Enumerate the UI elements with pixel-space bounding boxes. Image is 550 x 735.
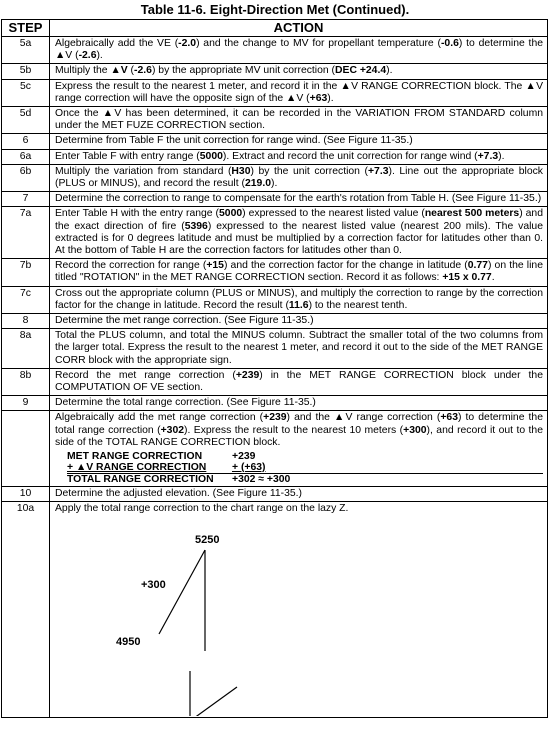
text-run: ) and the: [286, 412, 335, 424]
action-cell: [50, 286, 548, 313]
text-run: V RANGE CORRECTION block. The: [351, 80, 526, 92]
text-run: ) expressed to the nearest listed value (: [242, 208, 425, 220]
text-run: Determine the total range correction. (See Figure 11-35.): [55, 397, 316, 409]
bold-value: 0.77: [467, 260, 488, 272]
action-cell: [50, 314, 548, 329]
text-run: Determine from Table F the unit correction for range wind. (See Figure 11-35.): [55, 135, 413, 147]
table-row: [2, 164, 548, 191]
table-row: [2, 286, 548, 313]
action-cell: [50, 164, 548, 191]
lazy-z-svg: [55, 516, 535, 716]
text-run: Algebraically add the VE (: [55, 38, 179, 49]
text-run: ) on the line titled "ROTATION" in the MET RANGE CORRECTION section. Record it as follows:: [55, 260, 543, 284]
table-row: [2, 149, 548, 164]
table-row: [2, 79, 548, 106]
text-run: ), and record it out to the side of the TOTAL RANGE CORRECTION block.: [55, 424, 543, 448]
action-cell: [50, 79, 548, 106]
text-run: Enter Table H with the entry range (: [55, 208, 220, 220]
action-cell: [50, 192, 548, 207]
text-run: V has been determined, it can be recorded in the VARIATION FROM STANDARD column under the MET FUZE CORRECTION section.: [55, 108, 544, 132]
text-run: ) in the MET RANGE CORRECTION block under the COMPUTATION OF VE section.: [55, 369, 543, 394]
table-row: [2, 134, 548, 149]
step-cell: 7c: [2, 286, 50, 313]
calc-label: + ▲V RANGE CORRECTION: [67, 462, 207, 474]
table-header-row: [2, 20, 548, 37]
bold-value: H30: [231, 165, 251, 177]
action-text: Apply the total range correction to the chart range on the lazy Z.: [55, 503, 349, 515]
text-run: ) to the nearest tenth.: [308, 299, 408, 311]
table-row: [2, 64, 548, 79]
calc-label: MET RANGE CORRECTION: [67, 451, 203, 463]
action-cell: [50, 107, 548, 134]
table-row: [2, 396, 548, 411]
bold-value: +300: [403, 424, 427, 436]
calc-value: + (+63): [232, 462, 266, 474]
text-run: (: [127, 65, 135, 77]
bold-value: -2.6: [78, 50, 97, 62]
bold-value: +7.3: [367, 165, 389, 177]
step-cell: 9: [2, 396, 50, 411]
text-run: Total the PLUS column, and total the MINUS column. Subtract the smaller total of the two columns from the larger total. Express the result to the nearest 1 meter, and record it out to the side of the MET RANGE CORR block with the appropriate sign.: [55, 330, 543, 366]
step-cell: 7b: [2, 259, 50, 286]
calc-value: +239: [232, 451, 256, 463]
text-run: ) to determine the total range correction (: [55, 412, 543, 436]
text-run: ) to determine the ▲V (: [55, 38, 544, 62]
action-cell: [50, 329, 548, 369]
text-run: V (: [296, 92, 310, 104]
bold-value: -2.0: [178, 38, 197, 49]
bold-value: 219.0: [244, 178, 271, 190]
bold-value: DEC +24.4: [335, 65, 387, 77]
text-run: ) by the appropriate MV unit correction (: [151, 65, 336, 77]
bold-value: 5396: [184, 220, 208, 232]
text-run: ). Line out the appropriate block (PLUS or MINUS), and record the result (: [55, 165, 543, 190]
bold-value: ▲V: [110, 65, 128, 77]
action-cell: [50, 396, 548, 411]
text-run: ).: [96, 50, 103, 62]
bold-value: ▲: [340, 80, 352, 92]
text-run: ) and the change to MV for propellant temperature (: [196, 38, 441, 49]
step-cell: [2, 411, 50, 487]
lazy-z-diagonal-line: [159, 550, 205, 634]
lazy-z-correction-value: +300: [141, 578, 166, 591]
action-cell: [50, 37, 548, 64]
step-cell: 10: [2, 487, 50, 502]
table-row: [2, 411, 548, 487]
bold-value: +15: [206, 260, 224, 272]
action-cell: [50, 207, 548, 259]
action-cell: [50, 64, 548, 79]
step-cell: 6a: [2, 149, 50, 164]
lazy-z-lower-diagonal-line: [190, 687, 237, 716]
table-title: Table 11-6. Eight-Direction Met (Continued).: [140, 2, 410, 17]
bold-value: 11.6: [288, 299, 309, 311]
bold-value: +15 x 0.77: [442, 272, 492, 284]
bold-value: +7.3: [477, 150, 499, 162]
table-row: [2, 259, 548, 286]
step-cell: 7a: [2, 207, 50, 259]
text-run: .: [491, 272, 495, 284]
step-cell: 5d: [2, 107, 50, 134]
calc-value: +302 ≈ +300: [232, 473, 543, 485]
table-body: [2, 37, 548, 718]
bold-value: ▲: [286, 92, 297, 104]
text-run: Enter Table F with entry range (: [55, 150, 200, 162]
table-row: [2, 487, 548, 502]
text-run: Express the result to the nearest 1 meter, and record it in the: [55, 80, 341, 92]
step-cell: 5b: [2, 64, 50, 79]
text-run: Determine the correction to range to compensate for the earth's rotation from Table H. (See Figure 11-35.): [55, 193, 542, 205]
action-cell: [50, 368, 548, 395]
step-cell: 8a: [2, 329, 50, 369]
bold-value: 5000: [219, 208, 243, 220]
step-cell: 8b: [2, 368, 50, 395]
text-run: Record the met range correction (: [55, 369, 236, 381]
table-row: [2, 368, 548, 395]
eight-direction-met-table: [1, 19, 548, 718]
lazy-z-diagram: [55, 516, 543, 716]
step-cell: 5c: [2, 79, 50, 106]
action-cell: [50, 149, 548, 164]
text-run: Record the correction for range (: [55, 260, 207, 272]
action-text: [55, 412, 543, 449]
text-run: ). Extract and record the unit correction for range wind (: [222, 150, 478, 162]
action-column-header: ACTION: [50, 20, 548, 37]
text-run: V range correction (: [345, 412, 441, 424]
text-run: ).: [327, 92, 334, 104]
bold-value: nearest 500 meters: [424, 208, 520, 220]
text-run: ).: [386, 65, 393, 77]
table-row: [2, 37, 548, 64]
table-row: [2, 107, 548, 134]
table-row: [2, 502, 548, 717]
text-run: ) expressed to the nearest listed value (nearest 200 mils). The value extracted is for 0 degrees latitude and must be multiplied by a correction factor for latitudes other than 0. At the bottom of Table H are the correction factors for latitudes other than 0.: [55, 220, 543, 257]
bold-value: +239: [235, 369, 260, 381]
bold-value: 5000: [199, 150, 223, 162]
bold-value: ▲: [102, 108, 115, 120]
step-column-header: STEP: [2, 20, 50, 37]
text-run: Once the: [55, 108, 103, 120]
step-cell: 5a: [2, 37, 50, 64]
text-run: Determine the met range correction. (See Figure 11-35.): [55, 315, 314, 327]
action-cell: [50, 259, 548, 286]
table-row: [2, 329, 548, 369]
step-cell: 10a: [2, 502, 50, 717]
text-run: ) and the correction factor for the change in latitude (: [223, 260, 468, 272]
step-cell: 7: [2, 192, 50, 207]
bold-value: +302: [160, 424, 184, 436]
text-run: ).: [498, 150, 505, 162]
action-cell: [50, 502, 548, 717]
bold-value: -0.6: [440, 38, 459, 49]
action-cell: [50, 411, 548, 487]
calc-label: TOTAL RANGE CORRECTION: [67, 473, 232, 485]
step-cell: 6b: [2, 164, 50, 191]
bold-value: ▲: [334, 412, 346, 424]
bold-value: +63: [440, 412, 458, 424]
text-run: Multiply the variation from standard (: [55, 165, 232, 177]
bold-value: ▲: [525, 80, 537, 92]
step-cell: 8: [2, 314, 50, 329]
text-run: V range correction will have the opposite sign of the: [55, 80, 543, 104]
table-row: [2, 192, 548, 207]
step-cell: 6: [2, 134, 50, 149]
action-cell: [50, 134, 548, 149]
text-run: Multiply the: [55, 65, 111, 77]
bold-value: +239: [263, 412, 287, 424]
action-cell: Determine the adjusted elevation. (See Figure 11-35.): [50, 487, 548, 502]
lazy-z-bottom-value: 4950: [116, 635, 141, 648]
text-run: ).: [271, 178, 278, 190]
bold-value: +63: [309, 92, 328, 104]
text-run: Algebraically add the met range correction (: [55, 412, 264, 424]
text-run: ). Express the result to the nearest 10 meters (: [184, 424, 404, 436]
text-run: Cross out the appropriate column (PLUS or MINUS), and multiply the correction to range by the correction factor for the change in latitude. Record the result (: [55, 287, 543, 311]
table-row: [2, 207, 548, 259]
text-run: ) by the unit correction (: [250, 165, 368, 177]
text-run: ) and the exact direction of fire (: [55, 208, 543, 232]
bold-value: -2.6: [134, 65, 152, 77]
lazy-z-top-value: 5250: [195, 533, 220, 546]
range-correction-calculation: [67, 451, 543, 485]
table-row: [2, 314, 548, 329]
